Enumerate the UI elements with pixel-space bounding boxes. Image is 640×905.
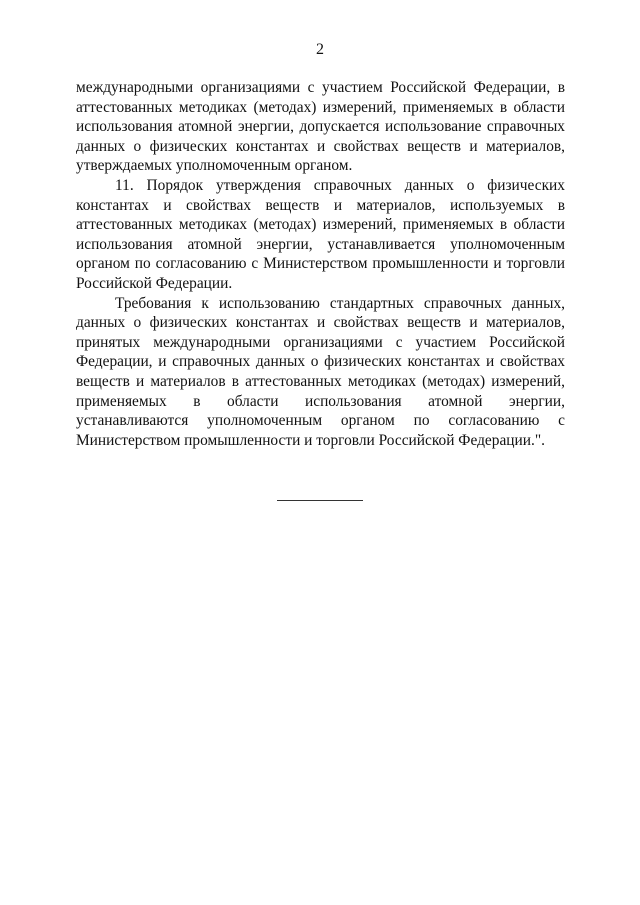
paragraph-requirements: Требования к использованию стандартных справочных данных, данных о физических константах и свойствах веществ и материалов, принятых международными организациями с участием Российской Федерации, и справочных данных о физических константах и свойствах веществ и материалов в аттестованных методиках (методах) измерений, применяемых в области использования атомной энергии, устанавливаются уполномоченным органом по согласованию с Министерством промышленности и торговли Российской Федерации.". bbox=[76, 294, 565, 449]
document-body bbox=[76, 78, 565, 450]
end-of-text-rule bbox=[277, 500, 363, 501]
page-number: 2 bbox=[316, 41, 324, 58]
paragraph-continuation: международными организациями с участием Российской Федерации, в аттестованных методиках (методах) измерений, применяемых в области использования атомной энергии, допускается использование справочных данных о физических константах и свойствах веществ и материалов, утверждаемых уполномоченным органом. bbox=[76, 79, 565, 175]
paragraph-item-11: 11. Порядок утверждения справочных данных о физических константах и свойствах веществ и материалов, используемых в аттестованных методиках (методах) измерений, применяемых в области использования атомной энергии, устанавливается уполномоченным органом по согласованию с Министерством промышленности и торговли Российской Федерации. bbox=[76, 176, 565, 292]
